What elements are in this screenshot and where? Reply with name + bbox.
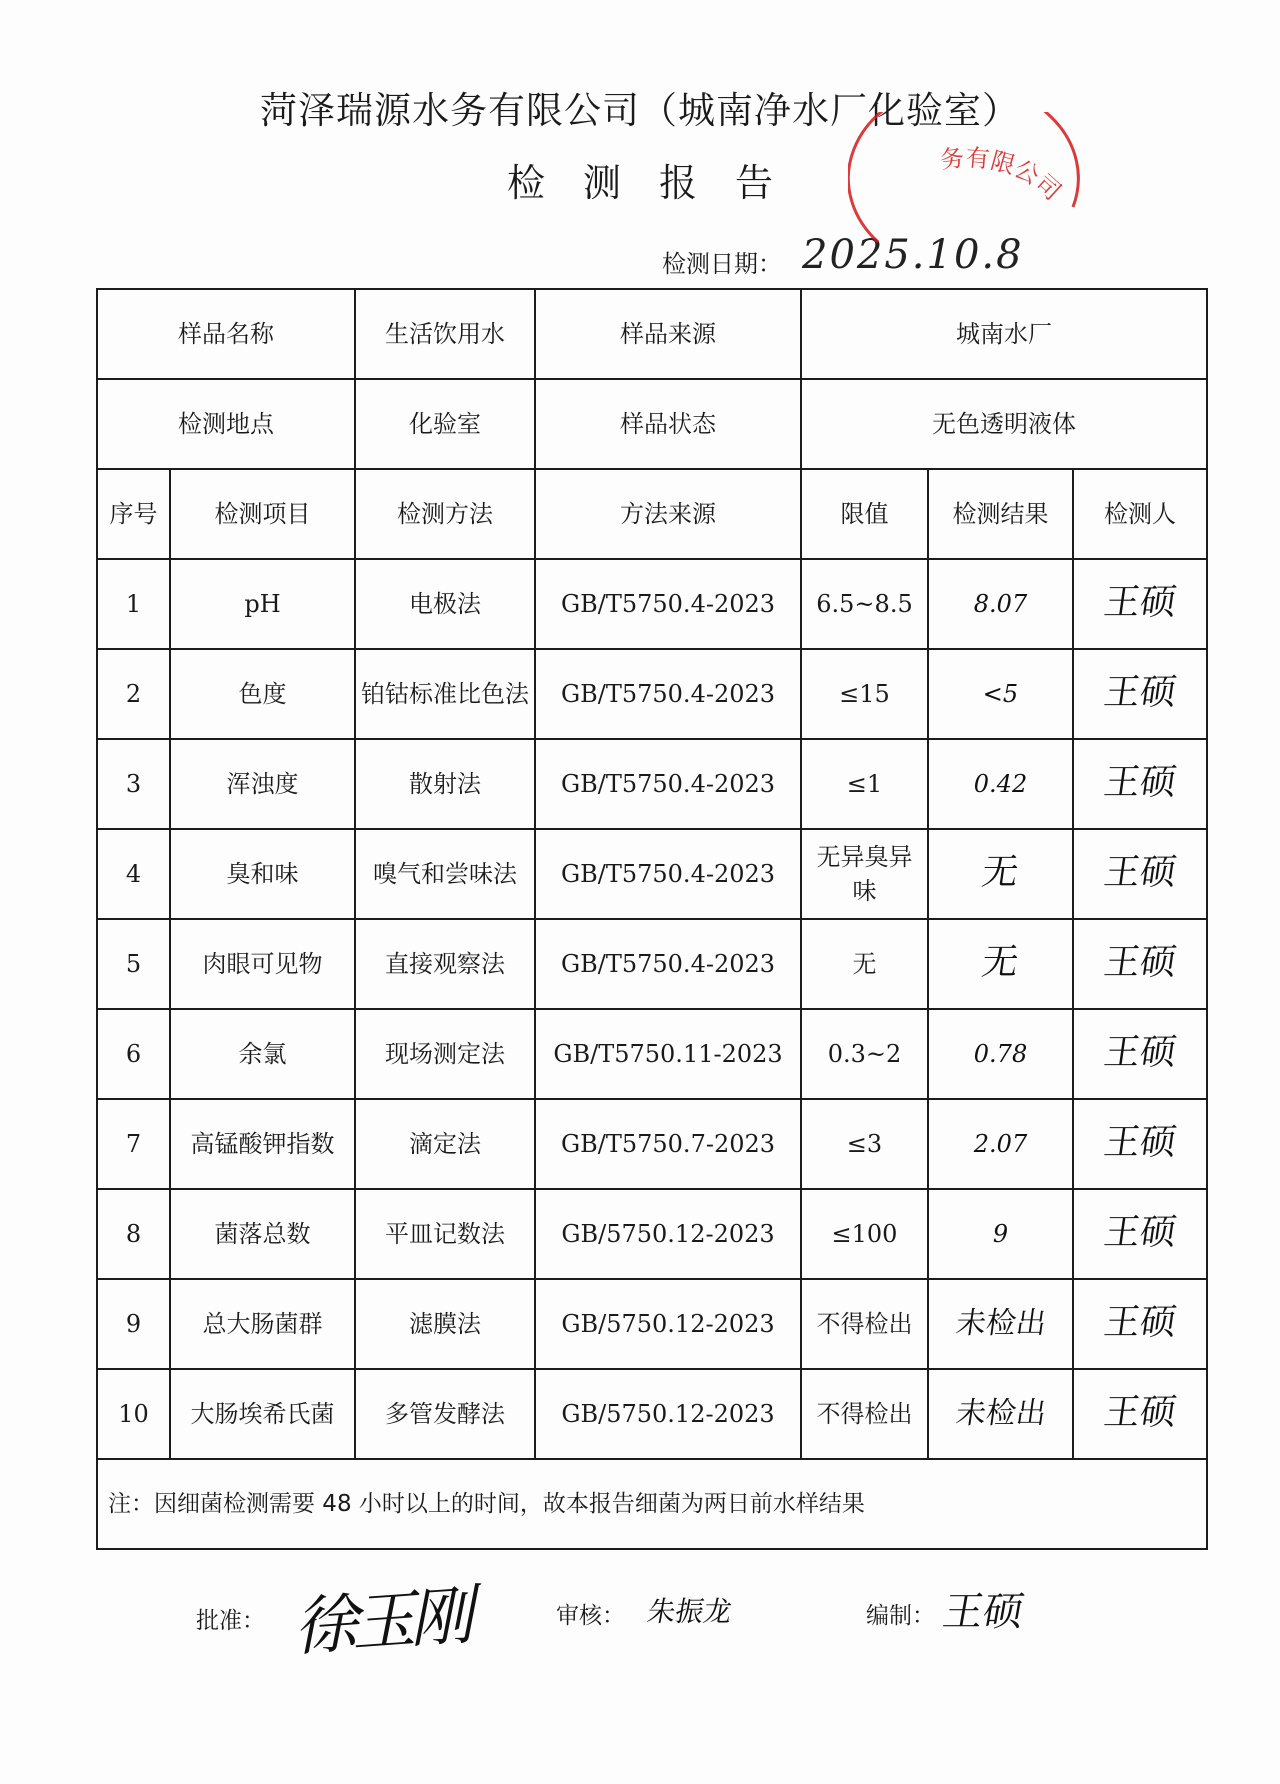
row-limit: 无 [801, 919, 928, 1009]
row-method: 散射法 [355, 739, 535, 829]
row-limit: 不得检出 [801, 1369, 928, 1459]
row-tester [1073, 919, 1207, 1009]
tester-signature: 王硕 [1101, 1391, 1179, 1433]
row-limit: 无异臭异味 [801, 829, 928, 919]
tester-signature: 王硕 [1101, 671, 1179, 713]
row-item: pH [170, 559, 355, 649]
row-method: 直接观察法 [355, 919, 535, 1009]
report-title: 检测报告 [506, 161, 811, 205]
row-method: 铂钴标准比色法 [355, 649, 535, 739]
compile-label: 编制： [866, 1603, 935, 1629]
row-source: GB/5750.12-2023 [535, 1279, 801, 1369]
row-result: <5 [928, 649, 1073, 739]
row-item: 菌落总数 [170, 1189, 355, 1279]
row-tester [1073, 1189, 1207, 1279]
row-tester [1073, 1369, 1207, 1459]
row-source: GB/T5750.4-2023 [535, 829, 801, 919]
row-tester [1073, 559, 1207, 649]
row-item: 色度 [170, 649, 355, 739]
row-limit: ≤100 [801, 1189, 928, 1279]
row-method: 嗅气和尝味法 [355, 829, 535, 919]
location-label: 检测地点 [97, 379, 355, 469]
row-item: 浑浊度 [170, 739, 355, 829]
row-item: 肉眼可见物 [170, 919, 355, 1009]
col-header: 检测方法 [355, 469, 535, 559]
row-no: 5 [97, 919, 170, 1009]
result-handwriting: 无 [979, 851, 1022, 893]
table-row [97, 739, 1207, 829]
col-header: 检测结果 [928, 469, 1073, 559]
row-tester [1073, 829, 1207, 919]
note-text: 注：因细菌检测需要 48 小时以上的时间，故本报告细菌为两日前水样结果 [97, 1459, 1207, 1549]
table-row [97, 559, 1207, 649]
row-source: GB/T5750.11-2023 [535, 1009, 801, 1099]
state-label: 样品状态 [535, 379, 801, 469]
col-header: 方法来源 [535, 469, 801, 559]
col-header: 检测项目 [170, 469, 355, 559]
approve-label: 批准： [196, 1608, 265, 1634]
tester-signature: 王硕 [1101, 1121, 1179, 1163]
row-method: 电极法 [355, 559, 535, 649]
row-limit: ≤3 [801, 1099, 928, 1189]
table-row [97, 1189, 1207, 1279]
row-source: GB/T5750.4-2023 [535, 649, 801, 739]
row-source: GB/T5750.4-2023 [535, 739, 801, 829]
row-result [928, 919, 1073, 1009]
row-method: 平皿记数法 [355, 1189, 535, 1279]
row-limit: 6.5~8.5 [801, 559, 928, 649]
col-header: 检测人 [1073, 469, 1207, 559]
row-tester [1073, 1279, 1207, 1369]
row-source: GB/T5750.4-2023 [535, 919, 801, 1009]
date-label: 检测日期： [662, 250, 782, 278]
row-result: 0.42 [928, 739, 1073, 829]
row-limit: 不得检出 [801, 1279, 928, 1369]
row-item: 大肠埃希氏菌 [170, 1369, 355, 1459]
svg-text:务有限公司 [939, 144, 1067, 206]
tester-signature: 王硕 [1101, 581, 1179, 623]
company-name: 菏泽瑞源水务有限公司（城南净水厂化验室） [260, 89, 1020, 132]
table-row [97, 1099, 1207, 1189]
state: 无色透明液体 [801, 379, 1207, 469]
row-limit: 0.3~2 [801, 1009, 928, 1099]
compile-signature: 王硕 [939, 1589, 1028, 1635]
row-source: GB/T5750.7-2023 [535, 1099, 801, 1189]
tester-signature: 王硕 [1101, 941, 1179, 983]
row-no: 10 [97, 1369, 170, 1459]
result-handwriting: 无 [979, 941, 1022, 983]
row-tester [1073, 649, 1207, 739]
sample-name-label: 样品名称 [97, 289, 355, 379]
tester-signature: 王硕 [1101, 1031, 1179, 1073]
tester-signature: 王硕 [1101, 761, 1179, 803]
row-source: GB/T5750.4-2023 [535, 559, 801, 649]
col-header: 序号 [97, 469, 170, 559]
row-no: 9 [97, 1279, 170, 1369]
row-tester [1073, 1009, 1207, 1099]
info-row-1 [97, 289, 1207, 379]
sample-name: 生活饮用水 [355, 289, 535, 379]
row-item: 臭和味 [170, 829, 355, 919]
row-no: 6 [97, 1009, 170, 1099]
row-no: 3 [97, 739, 170, 829]
sample-source-label: 样品来源 [535, 289, 801, 379]
location: 化验室 [355, 379, 535, 469]
table-row [97, 1369, 1207, 1459]
seal-text: 务有限公司 [938, 143, 1067, 206]
header-row [97, 469, 1207, 559]
sample-source: 城南水厂 [801, 289, 1207, 379]
info-row-2 [97, 379, 1207, 469]
row-method: 现场测定法 [355, 1009, 535, 1099]
result-handwriting: 未检出 [953, 1395, 1049, 1431]
row-method: 滴定法 [355, 1099, 535, 1189]
company-seal [848, 112, 1088, 282]
report-table [96, 288, 1208, 1550]
row-method: 滤膜法 [355, 1279, 535, 1369]
note-row [97, 1459, 1207, 1549]
row-source: GB/5750.12-2023 [535, 1189, 801, 1279]
row-no: 2 [97, 649, 170, 739]
row-result: 9 [928, 1189, 1073, 1279]
row-result [928, 829, 1073, 919]
row-source: GB/5750.12-2023 [535, 1369, 801, 1459]
row-no: 7 [97, 1099, 170, 1189]
row-result: 2.07 [928, 1099, 1073, 1189]
row-limit: ≤15 [801, 649, 928, 739]
row-result: 8.07 [928, 559, 1073, 649]
row-item: 高锰酸钾指数 [170, 1099, 355, 1189]
approve-signature: 徐玉刚 [291, 1578, 480, 1666]
row-method: 多管发酵法 [355, 1369, 535, 1459]
row-result [928, 1279, 1073, 1369]
tester-signature: 王硕 [1101, 851, 1179, 893]
row-no: 4 [97, 829, 170, 919]
row-tester [1073, 739, 1207, 829]
tester-signature: 王硕 [1101, 1211, 1179, 1253]
row-result [928, 1369, 1073, 1459]
row-tester [1073, 1099, 1207, 1189]
row-item: 余氯 [170, 1009, 355, 1099]
review-label: 审核： [556, 1603, 625, 1629]
row-no: 1 [97, 559, 170, 649]
table-row [97, 649, 1207, 739]
date-value: 2025.10.8 [802, 232, 1024, 278]
row-item: 总大肠菌群 [170, 1279, 355, 1369]
table-row [97, 829, 1207, 919]
table-row [97, 1279, 1207, 1369]
row-limit: ≤1 [801, 739, 928, 829]
review-signature: 朱振龙 [644, 1595, 735, 1628]
result-handwriting: 未检出 [953, 1305, 1049, 1341]
row-no: 8 [97, 1189, 170, 1279]
table-row [97, 1009, 1207, 1099]
col-header: 限值 [801, 469, 928, 559]
tester-signature: 王硕 [1101, 1301, 1179, 1343]
row-result: 0.78 [928, 1009, 1073, 1099]
table-row [97, 919, 1207, 1009]
